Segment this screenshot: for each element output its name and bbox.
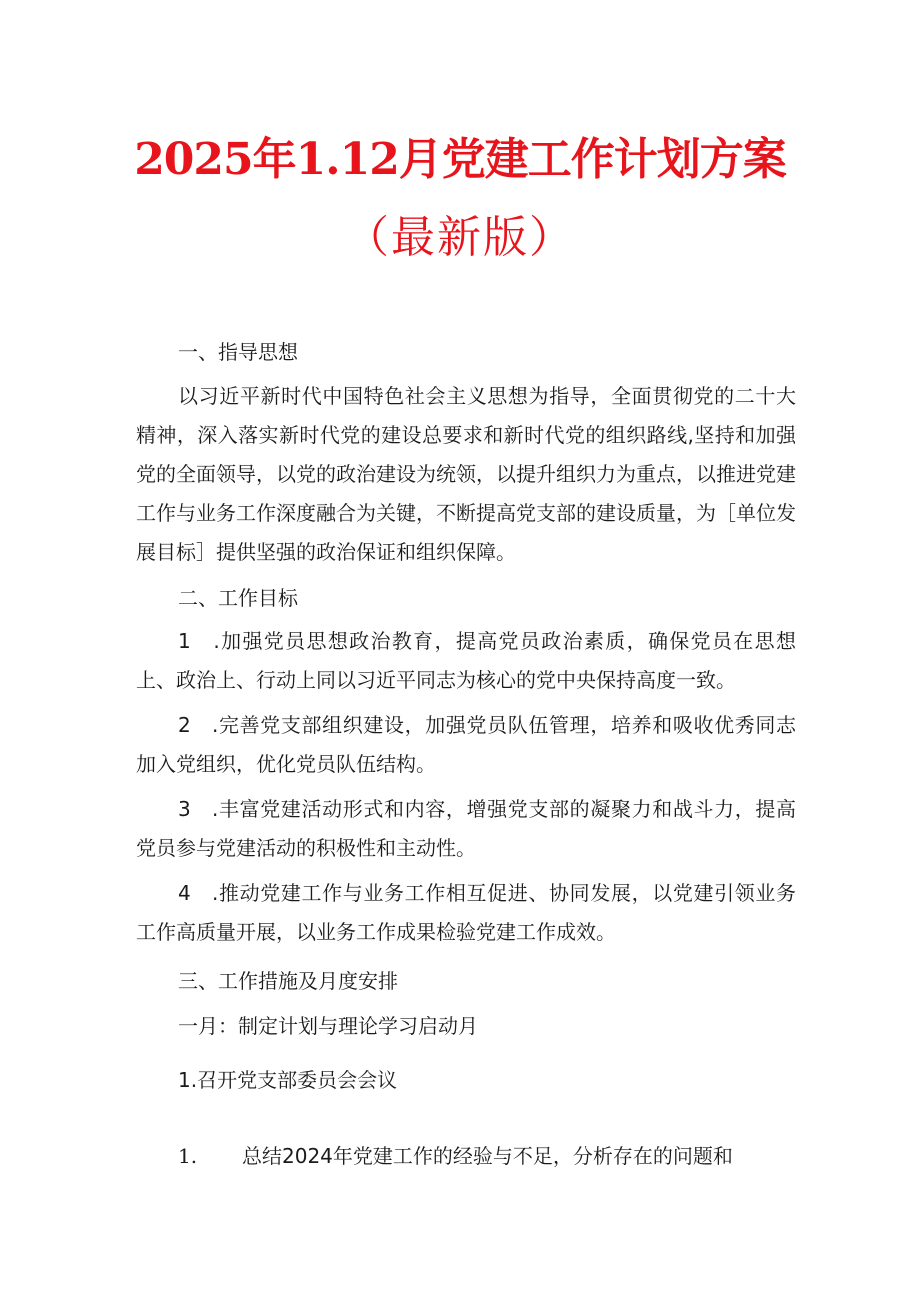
- goal-text: 2 .完善党支部组织建设，加强党员队伍管理，培养和吸收优秀同志加入党组织，优化党员队伍结构。: [136, 713, 796, 776]
- goal-text: 1 .加强党员思想政治教育，提高党员政治素质，确保党员在思想上、政治上、行动上同以习近平同志为核心的党中央保持高度一致。: [136, 629, 796, 692]
- section-paragraph-guiding-thought: [136, 377, 796, 572]
- task-item-1: 1.召开党支部委员会会议: [178, 1068, 398, 1092]
- document-title: 2025年1.12月党建工作计划方案: [134, 134, 786, 185]
- sub-task-item-1: [178, 1142, 733, 1170]
- document-subtitle: （最新版）: [345, 212, 575, 263]
- goal-item-1: [136, 622, 796, 700]
- section-heading-guiding-thought: 一、指导思想: [178, 340, 298, 364]
- paragraph-text: 以习近平新时代中国特色社会主义思想为指导，全面贯彻党的二十大精神，深入落实新时代党的建设总要求和新时代党的组织路线,坚持和加强党的全面领导，以党的政治建设为统领，以提升组织力为重点，以推进党建工作与业务工作深度融合为关键，不断提高党支部的建设质量，为［单位发展目标］提供坚强的政治保证和组织保障。: [136, 384, 796, 564]
- goal-item-2: [136, 706, 796, 784]
- month-heading-january: 一月：制定计划与理论学习启动月: [178, 1014, 478, 1038]
- goal-item-4: [136, 874, 796, 952]
- list-marker: 1.: [178, 1144, 198, 1168]
- section-heading-goals: 二、工作目标: [178, 586, 298, 610]
- section-heading-measures: 三、工作措施及月度安排: [178, 969, 398, 993]
- sub-task-text: 总结2024年党建工作的经验与不足，分析存在的问题和: [242, 1144, 733, 1168]
- goal-text: 4 .推动党建工作与业务工作相互促进、协同发展，以党建引领业务工作高质量开展，以业务工作成果检验党建工作成效。: [136, 881, 796, 944]
- goal-text: 3 .丰富党建活动形式和内容，增强党支部的凝聚力和战斗力，提高党员参与党建活动的积极性和主动性。: [136, 797, 796, 860]
- goal-item-3: [136, 790, 796, 868]
